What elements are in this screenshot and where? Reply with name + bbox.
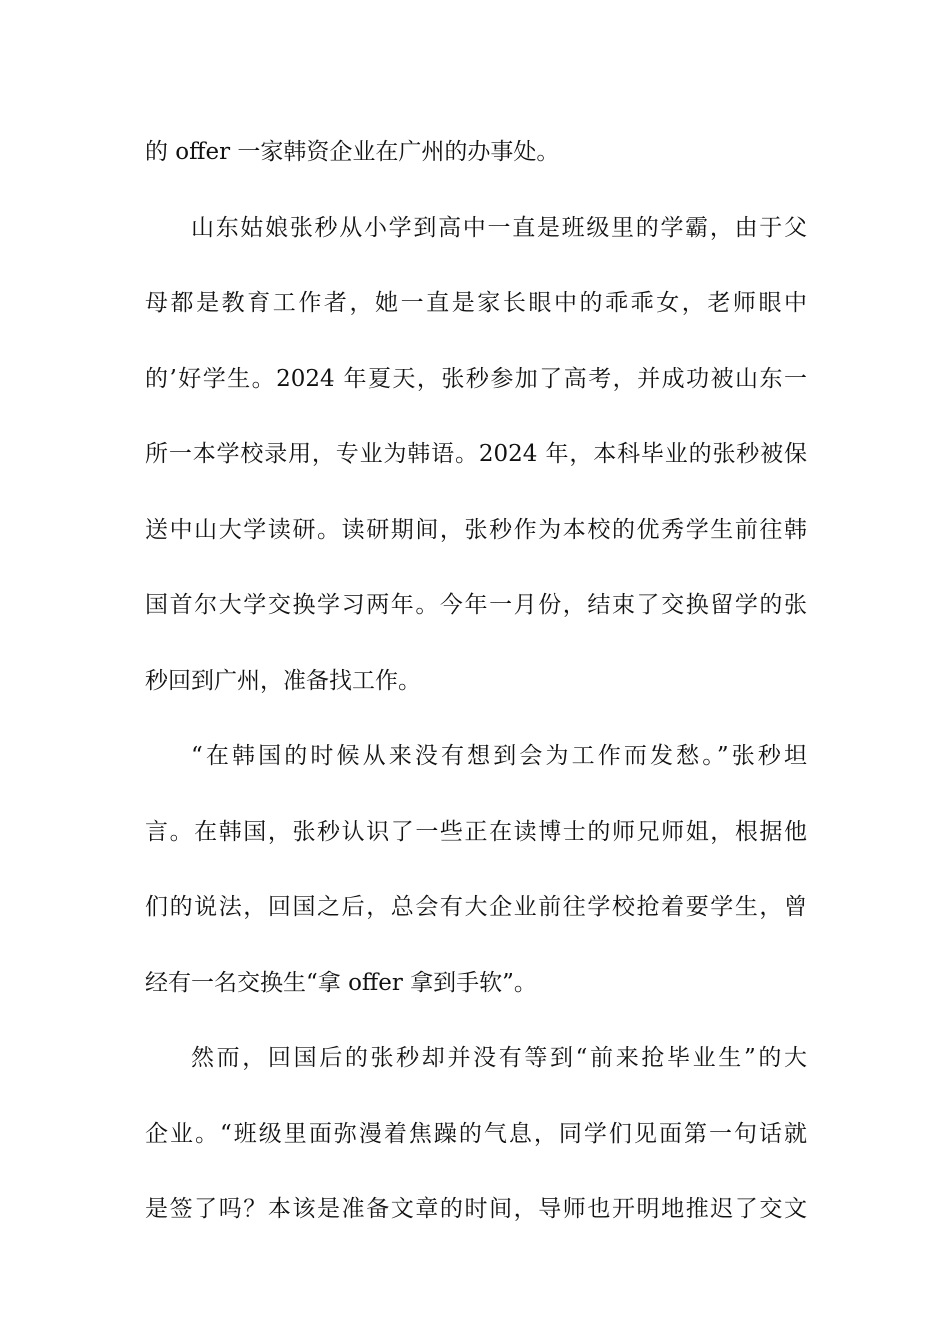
text-line: 的’好学生。2024 年夏天，张秒参加了高考，并成功被山东一: [145, 365, 807, 392]
document-body: [145, 128, 807, 1261]
text-line: 言。在韩国，张秒认识了一些正在读博士的师兄师姐，根据他: [145, 818, 807, 845]
paragraph-start-line: “在韩国的时候从来没有想到会为工作而发愁。”张秒坦: [191, 743, 807, 769]
text-line: 国首尔大学交换学习两年。今年一月份，结束了交换留学的张: [145, 592, 807, 618]
text-line: 企业。“班级里面弥漫着焦躁的气息，同学们见面第一句话就: [145, 1120, 807, 1147]
text-line: 所一本学校录用，专业为韩语。2024 年，本科毕业的张秒被保: [145, 441, 807, 467]
text-line: 是签了吗？本该是准备文章的时间，导师也开明地推迟了交文: [145, 1196, 807, 1222]
paragraph-start-line: 山东姑娘张秒从小学到高中一直是班级里的学霸，由于父: [191, 214, 807, 241]
text-line: 经有一名交换生“拿 offer 拿到手软”。: [145, 969, 537, 996]
text-line: 们的说法，回国之后，总会有大企业前往学校抢着要学生，曾: [145, 894, 807, 920]
text-line: 秒回到广州，准备找工作。: [145, 667, 421, 694]
text-line: 的 offer 一家韩资企业在广州的办事处。: [145, 139, 560, 165]
text-line: 送中山大学读研。读研期间，张秒作为本校的优秀学生前往韩: [145, 516, 807, 543]
paragraph-start-line: 然而，回国后的张秒却并没有等到“前来抢毕业生”的大: [191, 1045, 807, 1071]
text-line: 母都是教育工作者，她一直是家长眼中的乖乖女，老师眼中: [145, 290, 807, 316]
